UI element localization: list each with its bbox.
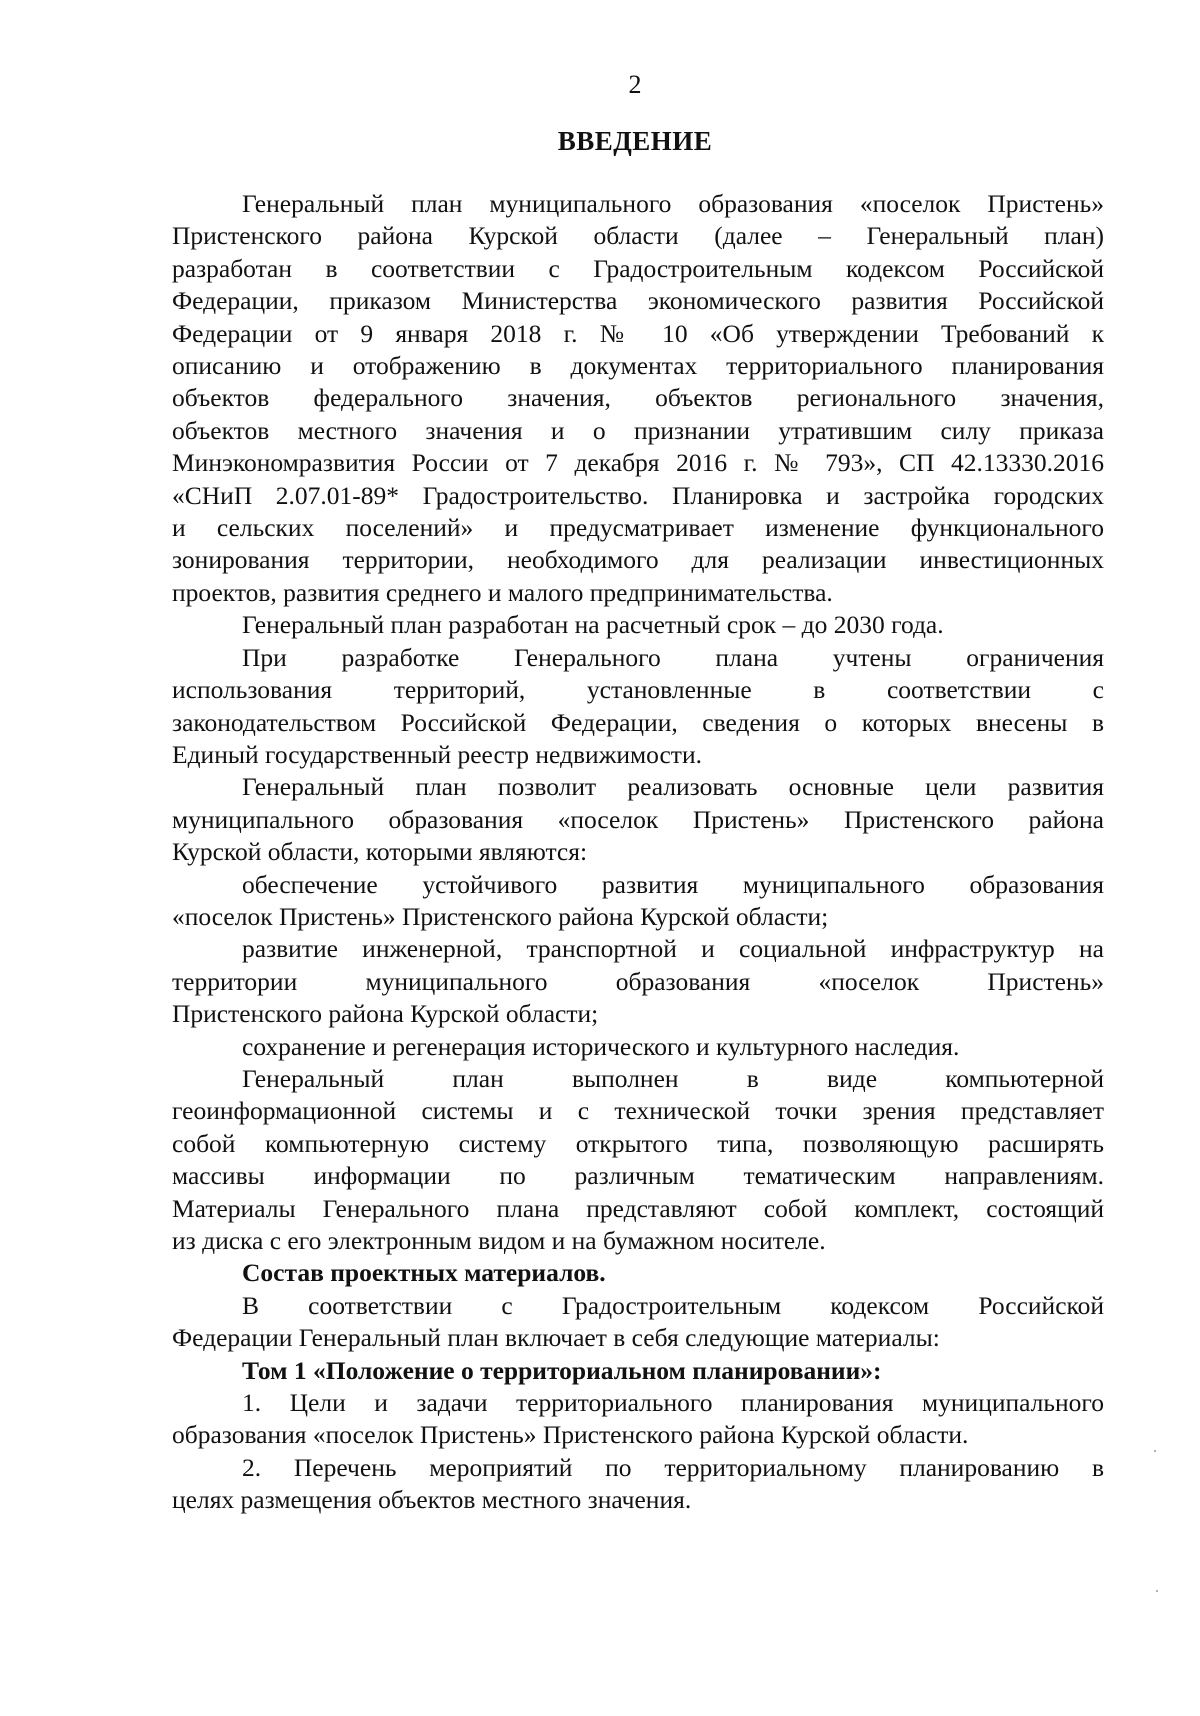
text-line: 2. Перечень мероприятий по территориальному планированию в	[242, 1452, 1104, 1482]
paragraph-term	[172, 609, 1104, 641]
text-line: массивы информации по различным тематическим направлениям.	[172, 1161, 1104, 1191]
text-line: сохранение и регенерация исторического и культурного наследия.	[242, 1031, 960, 1061]
paragraph-gis	[172, 1063, 1104, 1257]
text-line: разработан в соответствии с Градостроительным кодексом Российской	[172, 253, 1104, 283]
subheading-volume-1	[172, 1355, 1104, 1387]
text-line: Единый государственный реестр недвижимости.	[172, 739, 702, 769]
text-line: Курской области, которыми являются:	[172, 837, 588, 867]
paragraph-restrictions	[172, 642, 1104, 772]
text-line: Генеральный план разработан на расчетный срок – до 2030 года.	[242, 610, 944, 640]
text-line: зонирования территории, необходимого для реализации инвестиционных	[172, 545, 1104, 575]
text-line: обеспечение устойчивого развития муниципального образования	[242, 869, 1104, 899]
subheading-project-materials	[172, 1257, 1104, 1289]
list-item-2	[172, 1452, 1104, 1517]
text-line: муниципального образования «поселок Пристень» Пристенского района	[172, 804, 1104, 834]
text-line: и сельских поселений» и предусматривает изменение функционального	[172, 513, 1104, 543]
text-line: объектов федерального значения, объектов регионального значения,	[172, 383, 1104, 413]
text-line: «поселок Пристень» Пристенского района Курской области;	[172, 901, 829, 931]
paragraph-intro	[172, 188, 1104, 609]
text-line: описанию и отображению в документах территориального планирования	[172, 351, 1104, 381]
text-line: использования территорий, установленные в соответствии с	[172, 675, 1104, 705]
text-line: Том 1 «Положение о территориальном планировании»:	[242, 1355, 882, 1385]
text-line: законодательством Российской Федерации, сведения о которых внесены в	[172, 707, 1104, 737]
goal-item-heritage	[172, 1031, 1104, 1063]
goal-item-sustainable	[172, 869, 1104, 934]
list-item-1	[172, 1387, 1104, 1452]
text-line: из диска с его электронным видом и на бумажном носителе.	[172, 1226, 826, 1255]
text-line: Материалы Генерального плана представляют собой комплект, состоящий	[172, 1193, 1104, 1223]
document-body	[172, 188, 1104, 1517]
text-line: Пристенского района Курской области;	[172, 999, 599, 1029]
text-line: Генеральный план муниципального образования «поселок Пристень»	[242, 189, 1104, 218]
text-line: целях размещения объектов местного значения.	[172, 1485, 692, 1515]
goal-item-infrastructure	[172, 933, 1104, 1030]
text-line: образования «поселок Пристень» Пристенского района Курской области.	[172, 1420, 969, 1450]
text-line: развитие инженерной, транспортной и социальной инфраструктур на	[242, 934, 1104, 964]
paragraph-materials	[172, 1290, 1104, 1355]
text-line: Пристенского района Курской области (далее – Генеральный план)	[172, 221, 1104, 251]
scan-speck	[1156, 1590, 1158, 1592]
text-line: геоинформационной системы и с технической точки зрения представляет	[172, 1096, 1104, 1126]
text-line: проектов, развития среднего и малого предпринимательства.	[172, 577, 833, 607]
paragraph-goals	[172, 771, 1104, 868]
text-line: Состав проектных материалов.	[242, 1258, 606, 1288]
text-line: В соответствии с Градостроительным кодексом Российской	[242, 1290, 1104, 1320]
text-line: Генеральный план позволит реализовать основные цели развития	[242, 772, 1104, 802]
text-line: собой компьютерную систему открытого типа, позволяющую расширять	[172, 1128, 1104, 1158]
text-line: объектов местного значения и о признании утратившим силу приказа	[172, 415, 1104, 445]
text-line: Генеральный план выполнен в виде компьютерной	[242, 1063, 1104, 1093]
page-number: 2	[628, 70, 642, 99]
scan-speck	[1154, 1450, 1156, 1452]
text-line: «СНиП 2.07.01-89* Градостроительство. Планировка и застройка городских	[172, 480, 1104, 510]
text-line: 1. Цели и задачи территориального планирования муниципального	[242, 1388, 1104, 1418]
text-line: Федерации Генеральный план включает в себя следующие материалы:	[172, 1323, 940, 1353]
text-line: При разработке Генерального плана учтены ограничения	[242, 642, 1104, 672]
text-line: территории муниципального образования «поселок Пристень»	[172, 966, 1104, 996]
text-line: Минэкономразвития России от 7 декабря 2016 г. № 793», СП 42.13330.2016	[172, 448, 1104, 478]
text-line: Федерации от 9 января 2018 г. № 10 «Об утверждении Требований к	[172, 318, 1104, 348]
section-title: ВВЕДЕНИЕ	[557, 126, 713, 156]
text-line: Федерации, приказом Министерства экономического развития Российской	[172, 286, 1104, 316]
